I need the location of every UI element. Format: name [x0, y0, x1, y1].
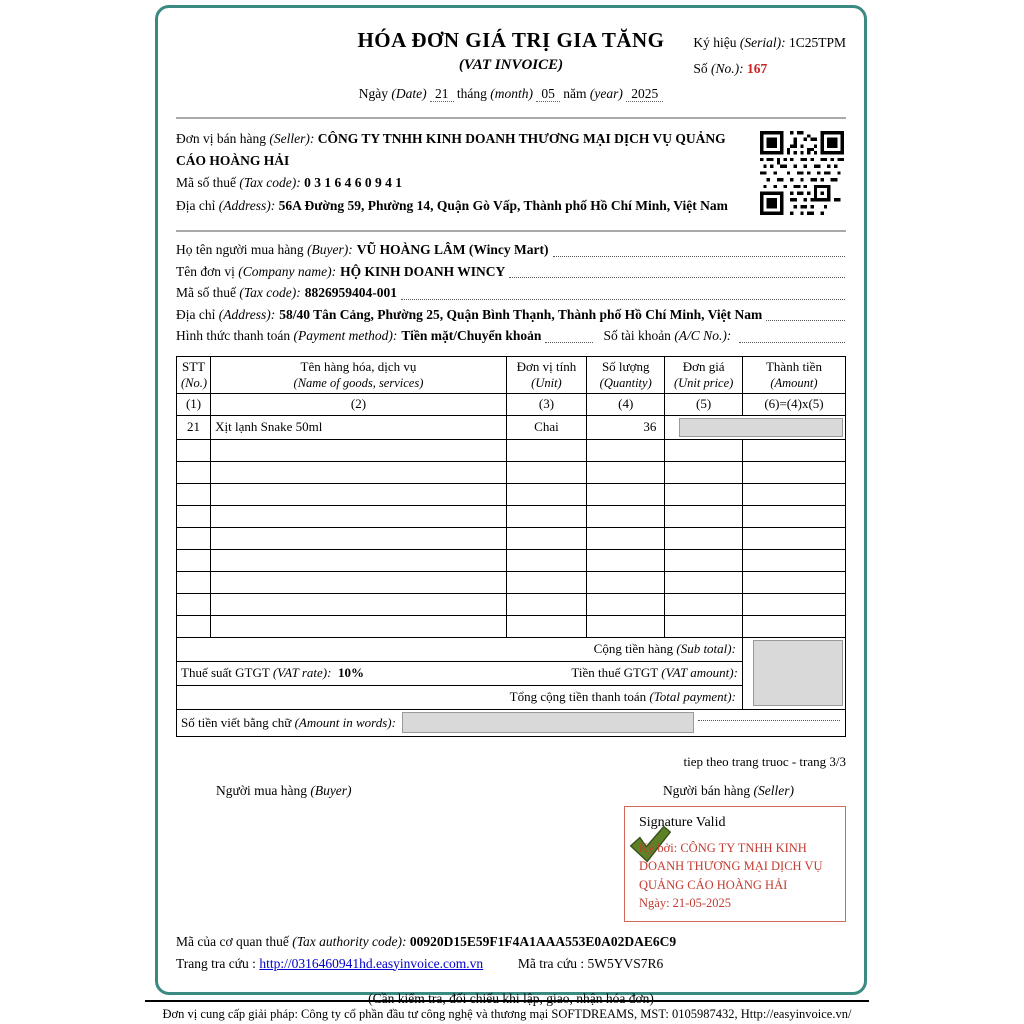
buyer-address-line: Địa chỉ (Address): 58/40 Tân Cảng, Phường 25, Quận Bình Thạnh, Thành phố Hồ Chí Minh, Việt Nam — [176, 304, 846, 326]
subtotal-row: Cộng tiền hàng (Sub total): — [177, 637, 846, 661]
items-table — [176, 356, 846, 737]
empty-item-row — [177, 483, 846, 505]
invoice-date-line: Ngày (Date) 21 tháng (month) 05 năm (year) 2025 — [176, 86, 846, 102]
dotted-leader — [739, 342, 845, 343]
separator-line — [176, 117, 846, 119]
buyer-tax-code: 8826959404-001 — [304, 285, 397, 300]
invoice-header — [176, 28, 846, 102]
col-header-name: Tên hàng hóa, dịch vụ (Name of goods, services) — [211, 356, 507, 393]
invoice-year: 2025 — [626, 86, 663, 102]
qr-code-icon — [760, 131, 844, 215]
empty-item-row — [177, 549, 846, 571]
dotted-leader — [698, 720, 840, 721]
signature-labels-row — [176, 783, 846, 799]
invoice-number-value: 167 — [747, 61, 768, 76]
invoice-footer — [176, 931, 846, 1010]
empty-item-row — [177, 439, 846, 461]
empty-item-row — [177, 527, 846, 549]
items-table-wrapper — [176, 356, 846, 737]
invoice-day: 21 — [430, 86, 454, 102]
signature-date: Ngày: 21-05-2025 — [639, 896, 731, 910]
signature-valid-text: Signature Valid — [639, 814, 726, 830]
separator-line — [176, 230, 846, 232]
tax-authority-line: Mã của cơ quan thuế (Tax authority code): 00920D15E59F1F4A1AAA553E0A02DAE6C9 — [176, 933, 677, 949]
redacted-price-box — [679, 418, 843, 437]
redacted-words-box — [402, 712, 694, 733]
invoice-frame — [155, 5, 867, 1006]
buyer-signature-label: Người mua hàng (Buyer) — [216, 782, 352, 798]
invoice-subtitle: (VAT INVOICE) — [458, 57, 564, 73]
seller-tax-code: 0 3 1 6 4 6 0 9 4 1 — [304, 175, 402, 190]
seller-name-line: Đơn vị bán hàng (Seller): CÔNG TY TNHH KINH DOANH THƯƠNG MẠI DỊCH VỤ QUẢNG CÁO HOÀNG HẢI — [176, 131, 726, 168]
serial-value: 1C25TPM — [788, 35, 846, 50]
serial-number-block — [693, 30, 846, 82]
lookup-line: Trang tra cứu : http://0316460941hd.easyinvoice.com.vn Mã tra cứu : 5W5YVS7R6 — [176, 955, 664, 971]
amount-in-words-row: Số tiền viết bằng chữ (Amount in words): — [177, 709, 846, 736]
serial-line: Ký hiệu (Serial): 1C25TPM — [693, 35, 846, 50]
buyer-company: HỘ KINH DOANH WINCY — [340, 263, 506, 279]
item-no: 21 — [177, 415, 211, 439]
totals-amount-cell — [742, 637, 845, 709]
seller-section — [176, 128, 846, 224]
solution-provider-bar: Đơn vị cung cấp giải pháp: Công ty cổ phần đầu tư công nghệ và thương mại SOFTDREAMS, MST: 0105987432, Http://easyinvoice.vn/ — [145, 1000, 869, 1022]
redacted-amounts-box — [753, 640, 843, 706]
tax-authority-code: 00920D15E59F1F4A1AAA553E0A02DAE6C9 — [409, 933, 677, 949]
column-number-row: (1) (2) (3) (4) (5) (6)=(4)x(5) — [177, 393, 846, 415]
buyer-name-line: Họ tên người mua hàng (Buyer): VŨ HOÀNG LÂM (Wincy Mart) — [176, 239, 846, 261]
seller-address: 56A Đường 59, Phường 14, Quận Gò Vấp, Thành phố Hồ Chí Minh, Việt Nam — [278, 197, 728, 213]
signed-by-text: Ký bởi: CÔNG TY TNHH KINH DOANH THƯƠNG MẠI DỊCH VỤ QUẢNG CÁO HOÀNG HẢI — [639, 840, 823, 892]
empty-item-row — [177, 505, 846, 527]
lookup-code: 5W5YVS7R6 — [587, 955, 664, 971]
empty-item-row — [177, 615, 846, 637]
buyer-company-line: Tên đơn vị (Company name): HỘ KINH DOANH WINCY — [176, 261, 846, 283]
seller-tax-line: Mã số thuế (Tax code): 0 3 1 6 4 6 0 9 4 1 — [176, 175, 402, 190]
col-header-price: Đơn giá (Unit price) — [665, 356, 743, 393]
col-header-amount: Thành tiền (Amount) — [742, 356, 845, 393]
verification-note: (Cần kiểm tra, đối chiếu khi lập, giao, nhận hóa đơn) — [368, 990, 654, 1006]
empty-item-row — [177, 571, 846, 593]
vat-rate-label: Thuế suất GTGT (VAT rate): 10% — [181, 665, 364, 680]
item-row — [177, 415, 846, 439]
invoice-month: 05 — [536, 86, 560, 102]
item-qty: 36 — [587, 415, 665, 439]
invoice-title: HÓA ĐƠN GIÁ TRỊ GIA TĂNG — [357, 28, 665, 52]
dotted-leader — [553, 256, 845, 257]
lookup-url-link[interactable]: http://0316460941hd.easyinvoice.com.vn — [259, 955, 484, 971]
vat-rate-value: 10% — [337, 665, 364, 680]
buyer-name: VŨ HOÀNG LÂM (Wincy Mart) — [356, 242, 549, 257]
payment-method-line: Hình thức thanh toán (Payment method): Tiền mặt/Chuyển khoản Số tài khoản (A/C No.): — [176, 325, 846, 347]
col-header-unit: Đơn vị tính (Unit) — [506, 356, 586, 393]
invoice-number-line: Số (No.): 167 — [693, 61, 768, 76]
dotted-leader — [401, 299, 845, 300]
dotted-leader — [545, 342, 593, 343]
page-continuation-note: tiep theo trang truoc - trang 3/3 — [683, 753, 846, 769]
buyer-tax-line: Mã số thuế (Tax code): 8826959404-001 — [176, 282, 846, 304]
seller-signature-label: Người bán hàng (Seller) — [662, 782, 794, 798]
col-header-stt: STT (No.) — [177, 356, 211, 393]
digital-signature-stamp — [624, 806, 846, 922]
dotted-leader — [509, 277, 845, 278]
dotted-leader — [766, 320, 845, 321]
item-unit: Chai — [506, 415, 586, 439]
seller-address-line: Địa chỉ (Address): 56A Đường 59, Phường 14, Quận Gò Vấp, Thành phố Hồ Chí Minh, Việt Nam — [176, 197, 728, 213]
item-price-amount-cell — [665, 415, 846, 439]
seller-name: CÔNG TY TNHH KINH DOANH THƯƠNG MẠI DỊCH VỤ QUẢNG CÁO HOÀNG HẢI — [176, 131, 726, 168]
payment-method: Tiền mặt/Chuyển khoản — [401, 328, 542, 343]
buyer-address: 58/40 Tân Cảng, Phường 25, Quận Bình Thạnh, Thành phố Hồ Chí Minh, Việt Nam — [279, 306, 763, 322]
item-name: Xịt lạnh Snake 50ml — [211, 415, 507, 439]
total-payment-row: Tổng cộng tiền thanh toán (Total payment): — [177, 685, 846, 709]
buyer-section — [176, 239, 846, 347]
vat-amount-label: Tiền thuế GTGT (VAT amount): — [571, 665, 738, 680]
empty-item-row — [177, 593, 846, 615]
col-header-qty: Số lượng (Quantity) — [587, 356, 665, 393]
empty-item-row — [177, 461, 846, 483]
